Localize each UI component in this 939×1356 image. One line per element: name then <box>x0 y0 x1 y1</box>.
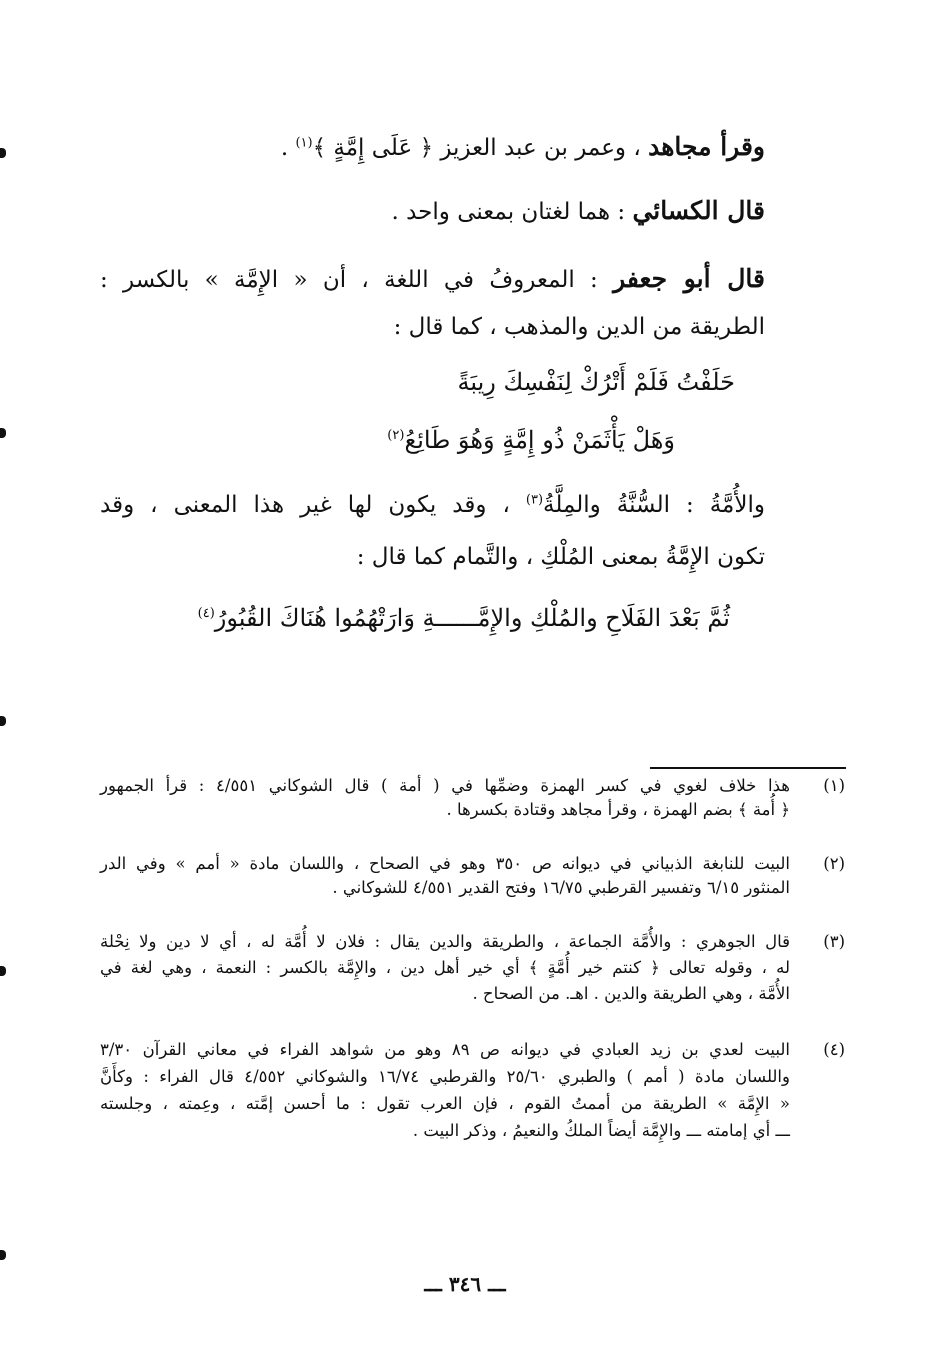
margin-mark <box>0 966 6 976</box>
footnote-ref: (٢) <box>387 428 405 443</box>
verse-text: ثُمَّ بَعْدَ الفَلَاحِ والمُلْكِ والإِمَّــــــةِ وَارَتْهُمُوا هُنَاكَ القُبُورُ <box>214 604 730 632</box>
footnote-line: الأُمَّة ، وهي الطريقة والدين . اهـ. من الصحاح . <box>472 984 790 1003</box>
footnote-line: واللسان مادة ( أمم ) والطبري ٢٥/٦٠ والقرطبي ١٦/٧٤ والشوكاني ٤/٥٥٢ قال الفراء : وكأَنَّ <box>100 1067 790 1086</box>
footnote-line: البيت للنابغة الذبياني في ديوانه ص ٣٥٠ وهو في الصحاح ، واللسان مادة « أمم » وفي الدر <box>100 854 790 873</box>
line-text: ، وعمر بن عبد العزيز ﴿ عَلَى إِمَّةٍ ﴾ <box>312 135 641 161</box>
margin-mark <box>0 148 6 158</box>
line-text-end: . <box>280 135 296 161</box>
text-line <box>100 492 765 518</box>
line-text: : المعروفُ في اللغة ، أن « الإِمَّة » بالكسر : <box>100 267 598 293</box>
text-line <box>281 132 765 161</box>
margin-mark <box>0 428 6 438</box>
margin-mark <box>0 1250 6 1260</box>
footnote-line: المنثور ٦/١٥ وتفسير القرطبي ١٦/٧٥ وفتح القدير ٤/٥٥١ للشوكاني . <box>332 878 790 897</box>
footnote-line: قال الجوهري : والأُمَّة الجماعة ، والطريقة والدين يقال : فلان لا أُمَّة له ، أي لا دين ولا نِحْلة <box>100 932 790 951</box>
line-text: : هما لغتان بمعنى واحد . <box>391 199 626 225</box>
footnote-number: (٢) <box>823 854 845 873</box>
text-line <box>391 196 765 225</box>
footnote-line: ـــ أي إمامته ـــ والإِمَّة أيضاً الملكُ والنعيمُ ، وذكر البيت . <box>412 1121 790 1140</box>
speaker-name: قال أبو جعفر <box>613 264 765 293</box>
footnote-line: « الإِمَّة » الطريقة من أممتُ القوم ، فإن العرب تقول : ما أحسن إمَّته ، وعِمته ، وجلسته <box>100 1094 790 1113</box>
footnote-ref: (٤) <box>197 606 215 621</box>
footnote-line: البيت لعدي بن زيد العبادي في ديوانه ص ٨٩ وهو من شواهد الفراء في معاني القرآن ٣/٣٠ <box>100 1040 790 1059</box>
footnote-number: (٣) <box>823 932 845 951</box>
speaker-name: وقرأ مجاهد <box>648 132 765 161</box>
footnote-separator <box>650 767 846 769</box>
footnote-ref: (٣) <box>525 492 544 508</box>
text-line: تكون الإِمَّةُ بمعنى المُلْكِ ، والتَّمام كما قال : <box>356 544 765 570</box>
verse-line: حَلَفْتُ فَلَمْ أَتْرُكْ لِنَفْسِكَ رِيبَةً <box>457 368 735 396</box>
footnote-line: له ، وقوله تعالى ﴿ كنتم خير أُمَّةٍ ﴾ أي خير أهل دين ، والإِمَّة بالكسر : النعمة ، وهي لغة في <box>100 958 790 977</box>
line-text: والأُمَّةُ : السُّنَّةُ والمِلَّةُ <box>543 492 765 518</box>
margin-mark <box>0 716 6 726</box>
footnote-ref: (١) <box>295 135 313 151</box>
footnote-line: هذا خلاف لغوي في كسر الهمزة وضمِّها في ( أمة ) قال الشوكاني ٤/٥٥١ : قرأ الجمهور <box>100 776 790 795</box>
footnote-line: ﴿ أُمة ﴾ بضم الهمزة ، وقرأ مجاهد وقتادة بكسرها . <box>446 800 790 819</box>
text-line <box>100 264 765 293</box>
verse-line <box>198 604 730 632</box>
line-text: ، وقد يكون لها غير هذا المعنى ، وقد <box>100 492 526 518</box>
page-number: ـــ ٣٤٦ ـــ <box>424 1272 506 1296</box>
verse-text: وَهَلْ يَأْثَمَنْ ذُو إِمَّةٍ وَهُوَ طَائِعُ <box>404 426 675 454</box>
text-line: الطريقة من الدين والمذهب ، كما قال : <box>393 314 765 340</box>
verse-line <box>387 426 675 454</box>
footnote-number: (٤) <box>823 1040 845 1059</box>
speaker-name: قال الكسائي <box>632 196 765 225</box>
footnote-number: (١) <box>823 776 845 795</box>
